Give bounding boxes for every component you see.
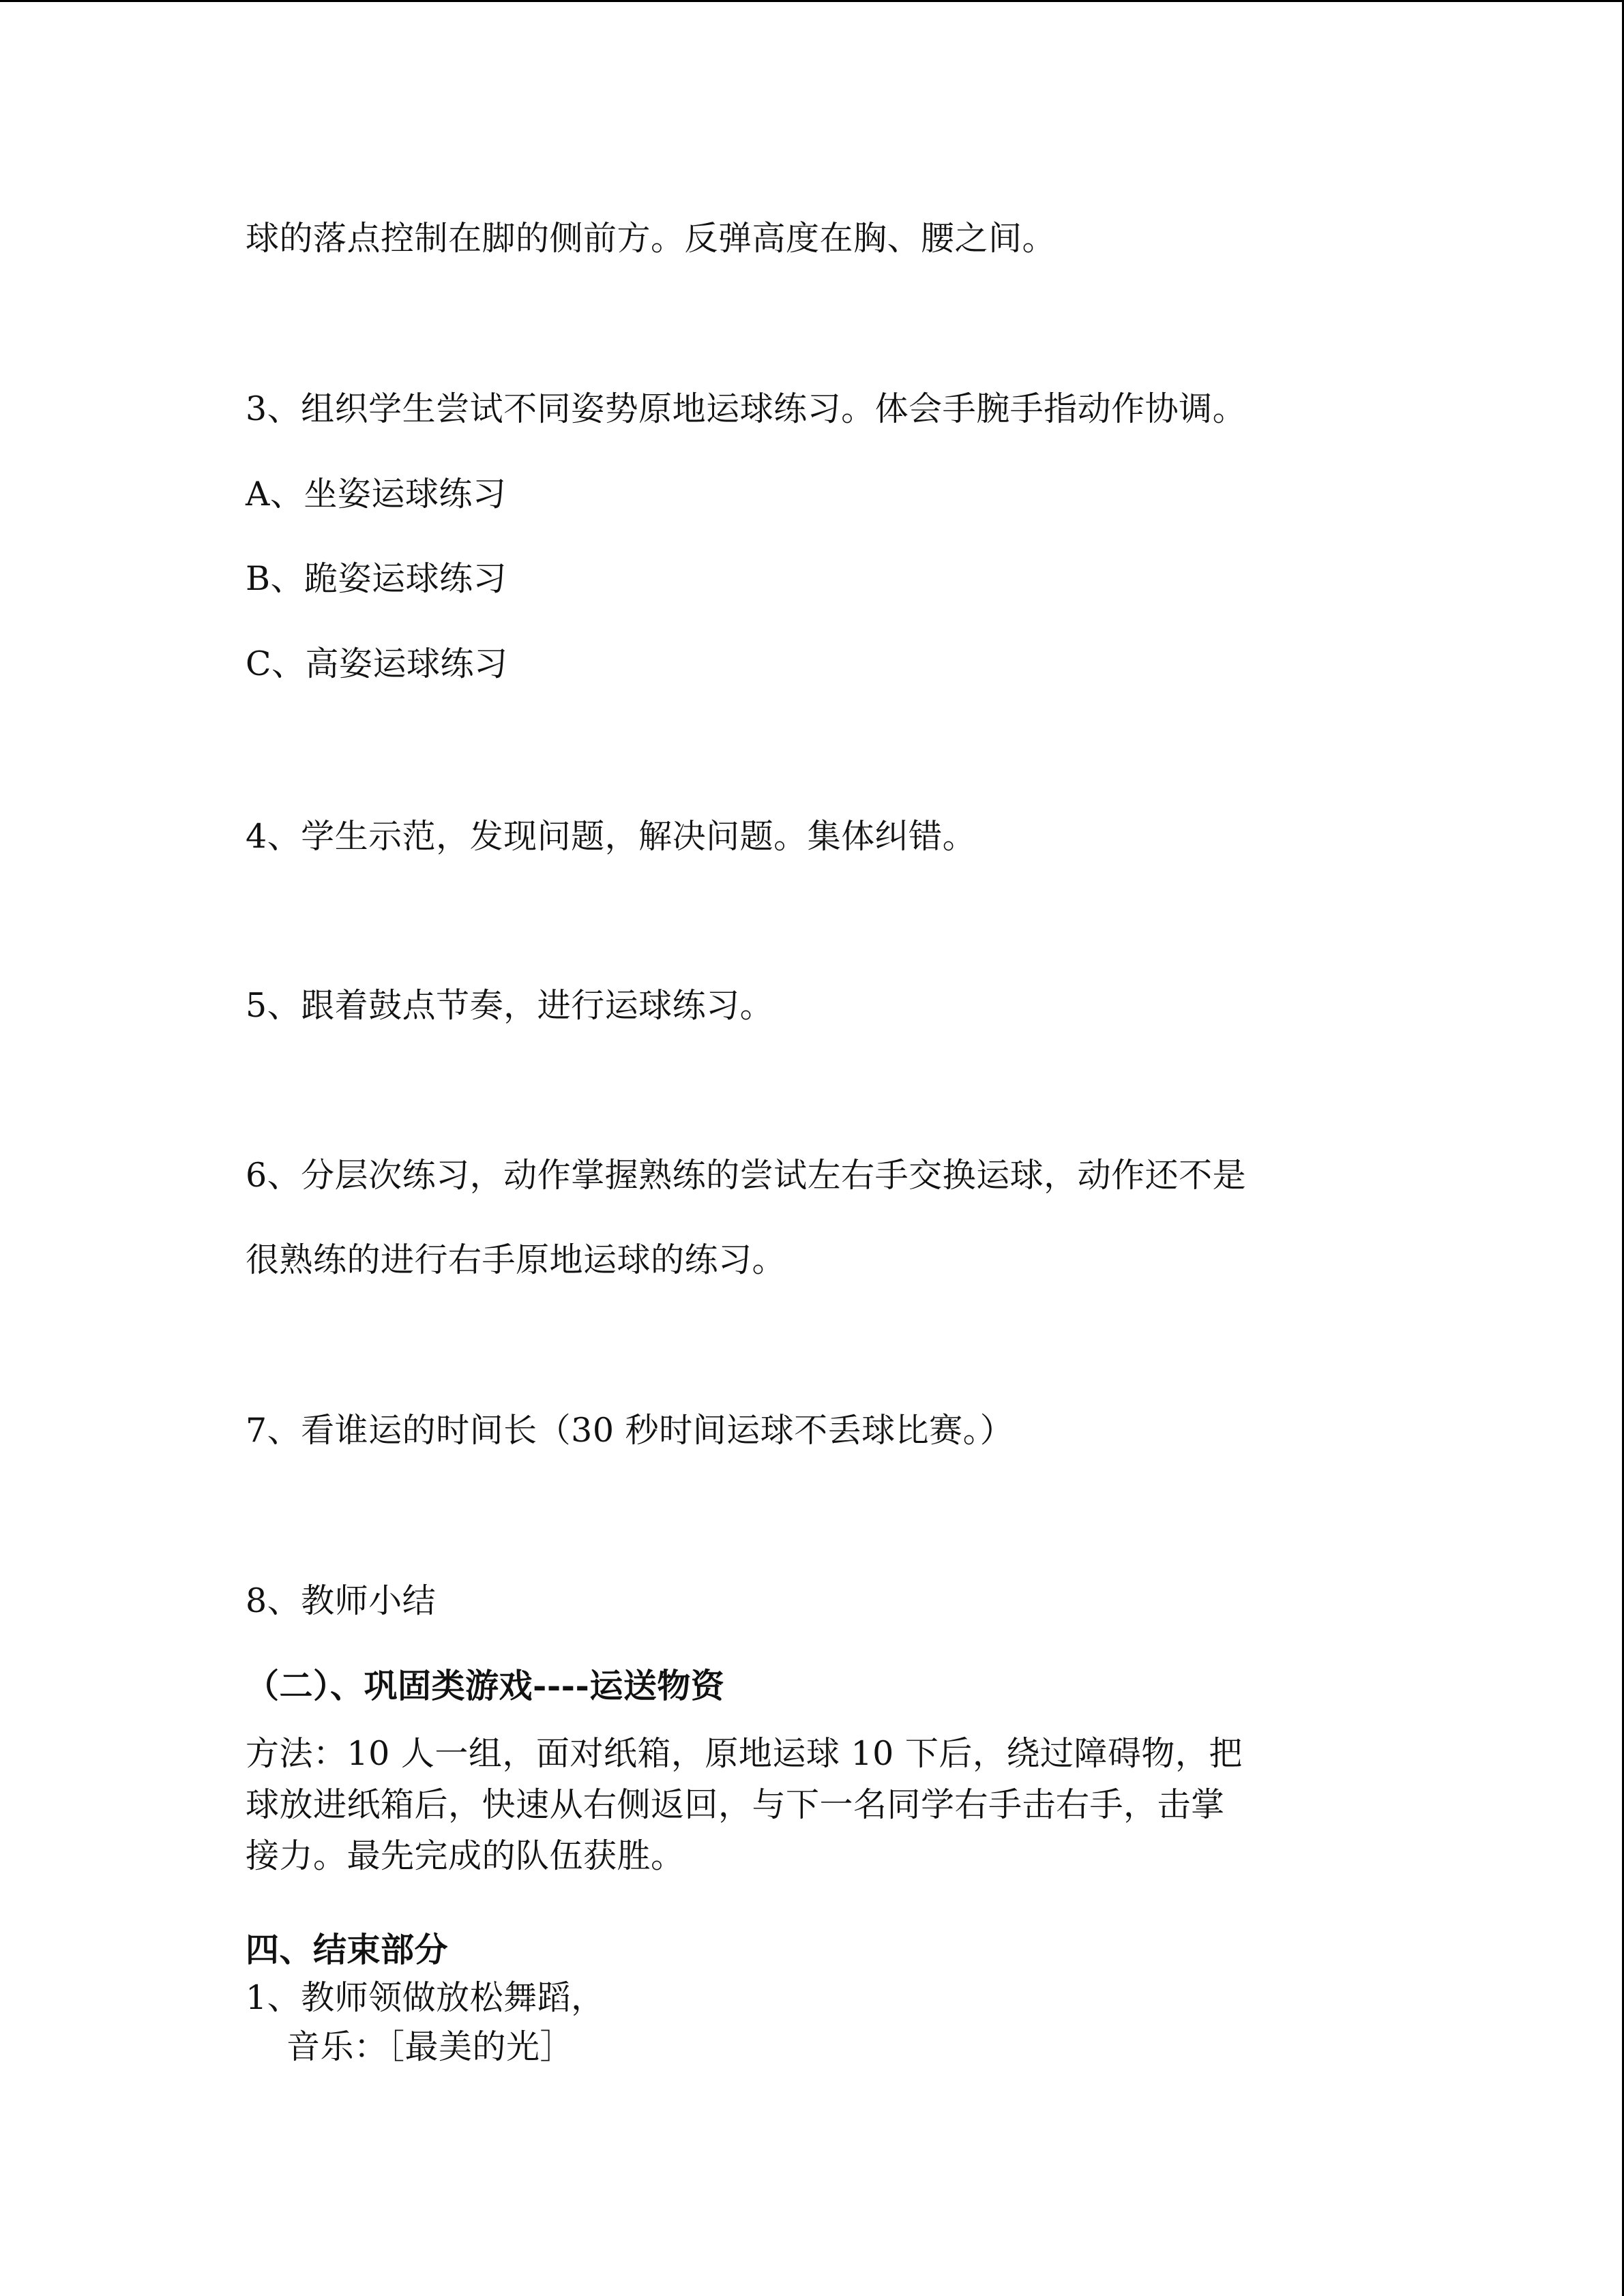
text-line: 7、看谁运的时间长（30 秒时间运球不丢球比赛。） (246, 1411, 1014, 1450)
text-line: 3、组织学生尝试不同姿势原地运球练习。体会手腕手指动作协调。 (246, 389, 1247, 428)
text-line: 1、教师领做放松舞蹈， (246, 1978, 605, 2017)
section-heading: （二）、巩固类游戏----运送物资 (246, 1666, 725, 1705)
text-line: A、坐姿运球练习 (246, 475, 507, 513)
section-heading: 四、结束部分 (246, 1930, 449, 1969)
text-line: 球的落点控制在脚的侧前方。反弹高度在胸、腰之间。 (246, 219, 1057, 258)
text-line: 球放进纸箱后，快速从右侧返回，与下一名同学右手击右手，击掌 (246, 1785, 1225, 1824)
text-line: 方法：10 人一组，面对纸箱，原地运球 10 下后，绕过障碍物，把 (246, 1734, 1243, 1773)
text-line: 8、教师小结 (246, 1581, 437, 1620)
text-line: B、跪姿运球练习 (246, 559, 507, 598)
page-border-top (0, 0, 1624, 2)
text-line: 很熟练的进行右手原地运球的练习。 (246, 1240, 786, 1279)
text-line: C、高姿运球练习 (246, 644, 508, 683)
text-line: 4、学生示范，发现问题，解决问题。集体纠错。 (246, 817, 977, 856)
text-line: 5、跟着鼓点节奏，进行运球练习。 (246, 986, 774, 1025)
text-line: 接力。最先完成的队伍获胜。 (246, 1836, 685, 1875)
text-line: 6、分层次练习，动作掌握熟练的尝试左右手交换运球，动作还不是 (246, 1156, 1247, 1195)
text-line: 音乐：［最美的光］ (286, 2027, 574, 2066)
